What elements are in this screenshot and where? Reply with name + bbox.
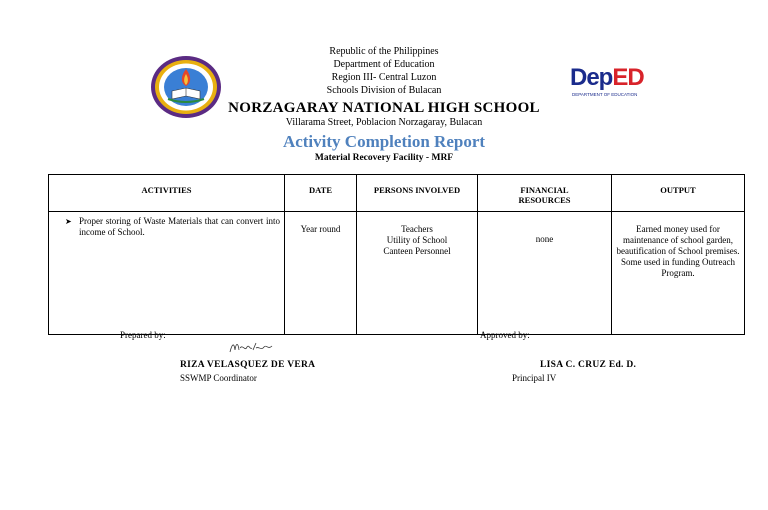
cell-date: Year round [285, 212, 357, 335]
approver-title: Principal IV [512, 373, 557, 383]
header-department: Department of Education [333, 59, 435, 70]
cell-persons: Teachers Utility of School Canteen Personnel [357, 212, 478, 335]
header-output: OUTPUT [612, 175, 745, 212]
report-subtitle: Material Recovery Facility - MRF [314, 153, 454, 163]
school-name: NORZAGARAY NATIONAL HIGH SCHOOL [228, 100, 540, 116]
header-activities: ACTIVITIES [49, 175, 285, 212]
deped-logo: DepED DEPARTMENT OF EDUCATION [570, 64, 644, 97]
header-date: DATE [285, 175, 357, 212]
cell-activity: ➤ Proper storing of Waste Materials that can convert into income of School. [49, 212, 285, 335]
approved-by-label: Approved by: [480, 330, 530, 340]
header-division: Schools Division of Bulacan [326, 85, 442, 96]
preparer-title: SSWMP Coordinator [180, 373, 257, 383]
header-republic: Republic of the Philippines [329, 46, 439, 57]
school-seal-logo [150, 55, 222, 119]
cell-output: Earned money used for maintenance of school garden, beautification of School premises. Some used in funding Outreach Program. [612, 212, 745, 335]
table-row [49, 212, 745, 335]
approver-name: LISA C. CRUZ Ed. D. [540, 360, 637, 370]
deped-logo-subtext: DEPARTMENT OF EDUCATION [572, 92, 638, 97]
report-title: Activity Completion Report [282, 132, 486, 151]
arrow-bullet-icon: ➤ [65, 217, 72, 226]
prepared-by-label: Prepared by: [120, 330, 166, 340]
activity-table [48, 174, 745, 335]
school-address: Villarama Street, Poblacion Norzagaray, Bulacan [285, 117, 483, 128]
signature-image [228, 338, 274, 361]
header-region: Region III- Central Luzon [331, 72, 437, 83]
cell-financial: none [478, 212, 612, 335]
table-header-row [49, 175, 745, 212]
preparer-name: RIZA VELASQUEZ DE VERA [180, 360, 316, 370]
header-financial: FINANCIAL RESOURCES [478, 175, 612, 212]
header-persons: PERSONS INVOLVED [357, 175, 478, 212]
